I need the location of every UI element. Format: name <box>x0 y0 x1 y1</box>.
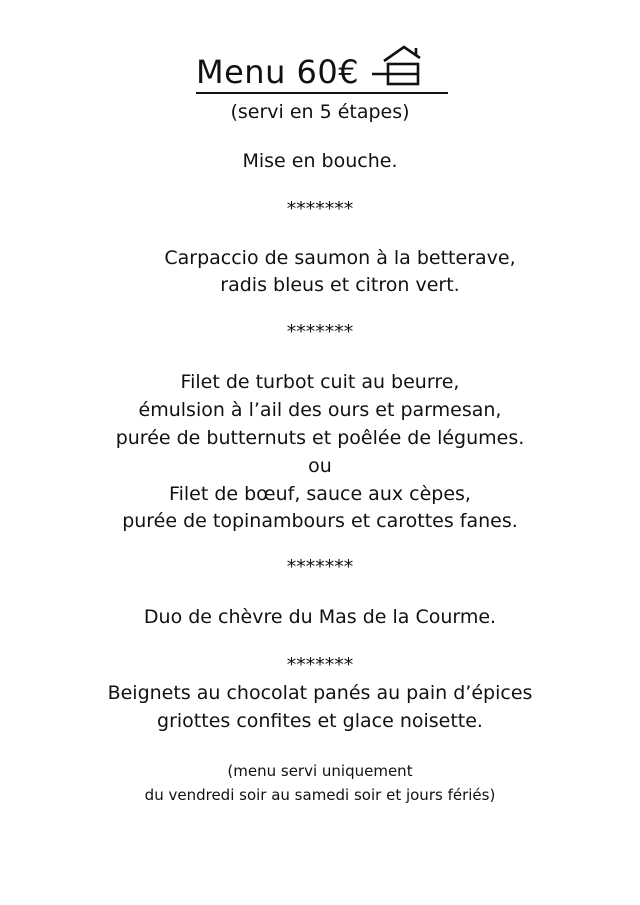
separator: ******* <box>286 556 354 578</box>
menu-title: Menu 60€ <box>196 53 360 91</box>
title-underline <box>196 92 448 94</box>
course-main-line-3: purée de butternuts et poêlée de légumes. <box>115 427 525 449</box>
house-icon <box>372 44 432 90</box>
course-main-line-5: purée de topinambours et carottes fanes. <box>122 510 518 532</box>
course-starter-line-2: radis bleus et citron vert. <box>220 274 460 296</box>
course-main-line-2: émulsion à l’ail des ours et parmesan, <box>138 399 502 421</box>
menu-subtitle: (servi en 5 étapes) <box>230 101 410 123</box>
course-starter-line-1: Carpaccio de saumon à la betterave, <box>164 247 516 269</box>
title-block <box>196 44 448 94</box>
course-dessert-line-2: griottes confites et glace noisette. <box>157 710 483 732</box>
separator: ******* <box>286 198 354 220</box>
course-cheese: Duo de chèvre du Mas de la Courme. <box>143 606 497 628</box>
course-mise-en-bouche: Mise en bouche. <box>242 150 398 172</box>
course-main-line-4: Filet de bœuf, sauce aux cèpes, <box>169 483 471 505</box>
course-dessert-line-1: Beignets au chocolat panés au pain d’épices <box>107 682 533 704</box>
menu-note-line-1: (menu servi uniquement <box>227 762 413 780</box>
separator: ******* <box>286 654 354 676</box>
course-main-line-1: Filet de turbot cuit au beurre, <box>180 371 460 393</box>
separator: ******* <box>286 321 354 343</box>
course-main-or: ou <box>308 455 332 477</box>
menu-note-line-2: du vendredi soir au samedi soir et jours fériés) <box>144 786 496 804</box>
